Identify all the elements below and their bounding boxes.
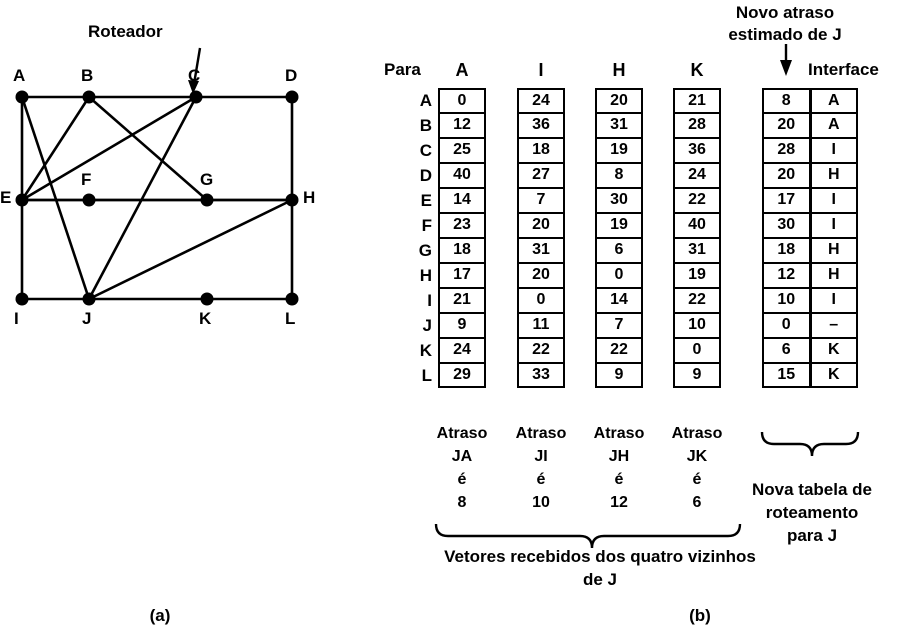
table-row	[762, 238, 858, 263]
row-label: E	[420, 191, 432, 210]
routing-table-panel	[380, 0, 900, 642]
node-label-A: A	[13, 66, 26, 85]
cell: 0	[673, 338, 721, 363]
cell: 40	[673, 213, 721, 238]
cell: 0	[438, 88, 486, 113]
row-label: L	[421, 366, 432, 385]
delay-cell: 18	[762, 238, 811, 263]
footer-line: é	[692, 471, 702, 488]
row-label: J	[422, 316, 432, 335]
column-header-K: K	[690, 60, 704, 80]
row-label: K	[419, 341, 432, 360]
footer-line: Atraso	[593, 425, 645, 442]
row-label: F	[421, 216, 432, 235]
interface-cell: I	[811, 188, 859, 213]
cell: 6	[595, 238, 643, 263]
row-label: A	[419, 91, 432, 110]
footer-line: 10	[532, 494, 550, 511]
vector-column-A	[438, 88, 486, 388]
delay-cell: 0	[762, 313, 811, 338]
cell: 19	[595, 213, 643, 238]
row-label: B	[419, 116, 432, 135]
node-label-C: C	[188, 66, 201, 85]
destination-row-labels	[388, 88, 432, 388]
cell: 31	[673, 238, 721, 263]
cell: 14	[438, 188, 486, 213]
table-row	[762, 313, 858, 338]
delay-cell: 17	[762, 188, 811, 213]
interface-cell: H	[811, 263, 859, 288]
node-label-I: I	[14, 309, 19, 328]
cell: 36	[673, 138, 721, 163]
delay-cell: 12	[762, 263, 811, 288]
cell: 19	[673, 263, 721, 288]
delay-cell: 6	[762, 338, 811, 363]
row-label: I	[427, 291, 432, 310]
cell: 23	[438, 213, 486, 238]
new-routing-table-caption: Nova tabela de roteamento para J	[752, 480, 872, 545]
cell: 21	[438, 288, 486, 313]
footer-line: Atraso	[515, 425, 567, 442]
cell: 9	[438, 313, 486, 338]
node-label-E: E	[0, 188, 12, 207]
node-label-L: L	[285, 309, 296, 328]
cell: 22	[517, 338, 565, 363]
delay-cell: 28	[762, 138, 811, 163]
graph-nodes	[16, 91, 299, 306]
footer-line: JH	[608, 448, 630, 465]
footer-line: JK	[686, 448, 708, 465]
cell: 7	[595, 313, 643, 338]
cell: 25	[438, 138, 486, 163]
cell: 22	[673, 288, 721, 313]
row-label: C	[419, 141, 432, 160]
cell: 10	[673, 313, 721, 338]
interface-cell: I	[811, 213, 859, 238]
table-row	[762, 188, 858, 213]
table-row	[762, 263, 858, 288]
cell: 20	[595, 88, 643, 113]
cell: 18	[517, 138, 565, 163]
cell: 0	[595, 263, 643, 288]
cell: 12	[438, 113, 486, 138]
column-footer-K	[666, 422, 728, 514]
network-graph-panel	[0, 0, 380, 642]
cell: 7	[517, 188, 565, 213]
node-label-G: G	[200, 170, 214, 189]
delay-cell: 20	[762, 163, 811, 188]
vector-column-I	[517, 88, 565, 388]
cell: 27	[517, 163, 565, 188]
delay-cell: 10	[762, 288, 811, 313]
delay-cell: 8	[762, 88, 811, 113]
node-label-J: J	[82, 309, 92, 328]
vector-tables	[380, 0, 900, 600]
interface-cell: –	[811, 313, 859, 338]
interface-cell: A	[811, 88, 859, 113]
column-footer-I	[510, 422, 572, 514]
row-label: D	[419, 166, 432, 185]
footer-line: é	[614, 471, 624, 488]
node-label-H: H	[303, 188, 316, 207]
cell: 20	[517, 263, 565, 288]
cell: 8	[595, 163, 643, 188]
node-label-K: K	[199, 309, 212, 328]
footer-line: JI	[534, 448, 548, 465]
graph-edges	[22, 97, 292, 299]
vector-column-H	[595, 88, 643, 388]
cell: 17	[438, 263, 486, 288]
table-row	[762, 338, 858, 363]
cell: 33	[517, 363, 565, 388]
row-label: G	[418, 241, 432, 260]
cell: 20	[517, 213, 565, 238]
table-row	[762, 163, 858, 188]
node-label-F: F	[81, 170, 92, 189]
table-row	[762, 363, 858, 388]
network-graph	[0, 0, 380, 600]
para-label: Para	[384, 60, 421, 79]
cell: 22	[673, 188, 721, 213]
interface-cell: K	[811, 338, 859, 363]
vector-column-K	[673, 88, 721, 388]
footer-line: 6	[692, 494, 702, 511]
cell: 36	[517, 113, 565, 138]
interface-cell: H	[811, 163, 859, 188]
cell: 0	[517, 288, 565, 313]
cell: 31	[595, 113, 643, 138]
table-row	[762, 138, 858, 163]
cell: 29	[438, 363, 486, 388]
column-footer-A	[431, 422, 493, 514]
roteador-annotation-label: Roteador	[88, 22, 163, 41]
caption-panel-b: (b)	[689, 606, 711, 625]
cell: 31	[517, 238, 565, 263]
cell: 22	[595, 338, 643, 363]
node-label-D: D	[285, 66, 298, 85]
cell: 28	[673, 113, 721, 138]
cell: 19	[595, 138, 643, 163]
footer-line: 8	[457, 494, 467, 511]
row-label: H	[419, 266, 432, 285]
cell: 14	[595, 288, 643, 313]
cell: 9	[595, 363, 643, 388]
cell: 9	[673, 363, 721, 388]
received-vectors-caption: Vetores recebidos dos quatro vizinhos de J	[444, 547, 756, 589]
footer-line: é	[457, 471, 467, 488]
interface-cell: A	[811, 113, 859, 138]
cell: 24	[673, 163, 721, 188]
cell: 40	[438, 163, 486, 188]
interface-cell: I	[811, 288, 859, 313]
interface-cell: K	[811, 363, 859, 388]
footer-line: 12	[610, 494, 628, 511]
caption-panel-a: (a)	[149, 606, 171, 625]
footer-line: JA	[451, 448, 473, 465]
footer-line: Atraso	[436, 425, 488, 442]
cell: 30	[595, 188, 643, 213]
footer-line: Atraso	[671, 425, 723, 442]
table-row	[762, 288, 858, 313]
column-footer-H	[588, 422, 650, 514]
column-header-I: I	[538, 60, 544, 80]
table-row	[762, 88, 858, 113]
cell: 21	[673, 88, 721, 113]
interface-cell: I	[811, 138, 859, 163]
new-routing-table	[762, 88, 858, 388]
cell: 24	[438, 338, 486, 363]
new-estimated-delay-note: Novo atraso estimado de J	[728, 3, 842, 44]
column-header-A: A	[455, 60, 469, 80]
table-row	[762, 113, 858, 138]
node-label-B: B	[81, 66, 94, 85]
delay-cell: 15	[762, 363, 811, 388]
table-row	[762, 213, 858, 238]
footer-line: é	[536, 471, 546, 488]
column-header-H: H	[612, 60, 626, 80]
interface-column-header: Interface	[808, 60, 879, 79]
cell: 11	[517, 313, 565, 338]
delay-cell: 20	[762, 113, 811, 138]
delay-cell: 30	[762, 213, 811, 238]
interface-cell: H	[811, 238, 859, 263]
cell: 24	[517, 88, 565, 113]
cell: 18	[438, 238, 486, 263]
